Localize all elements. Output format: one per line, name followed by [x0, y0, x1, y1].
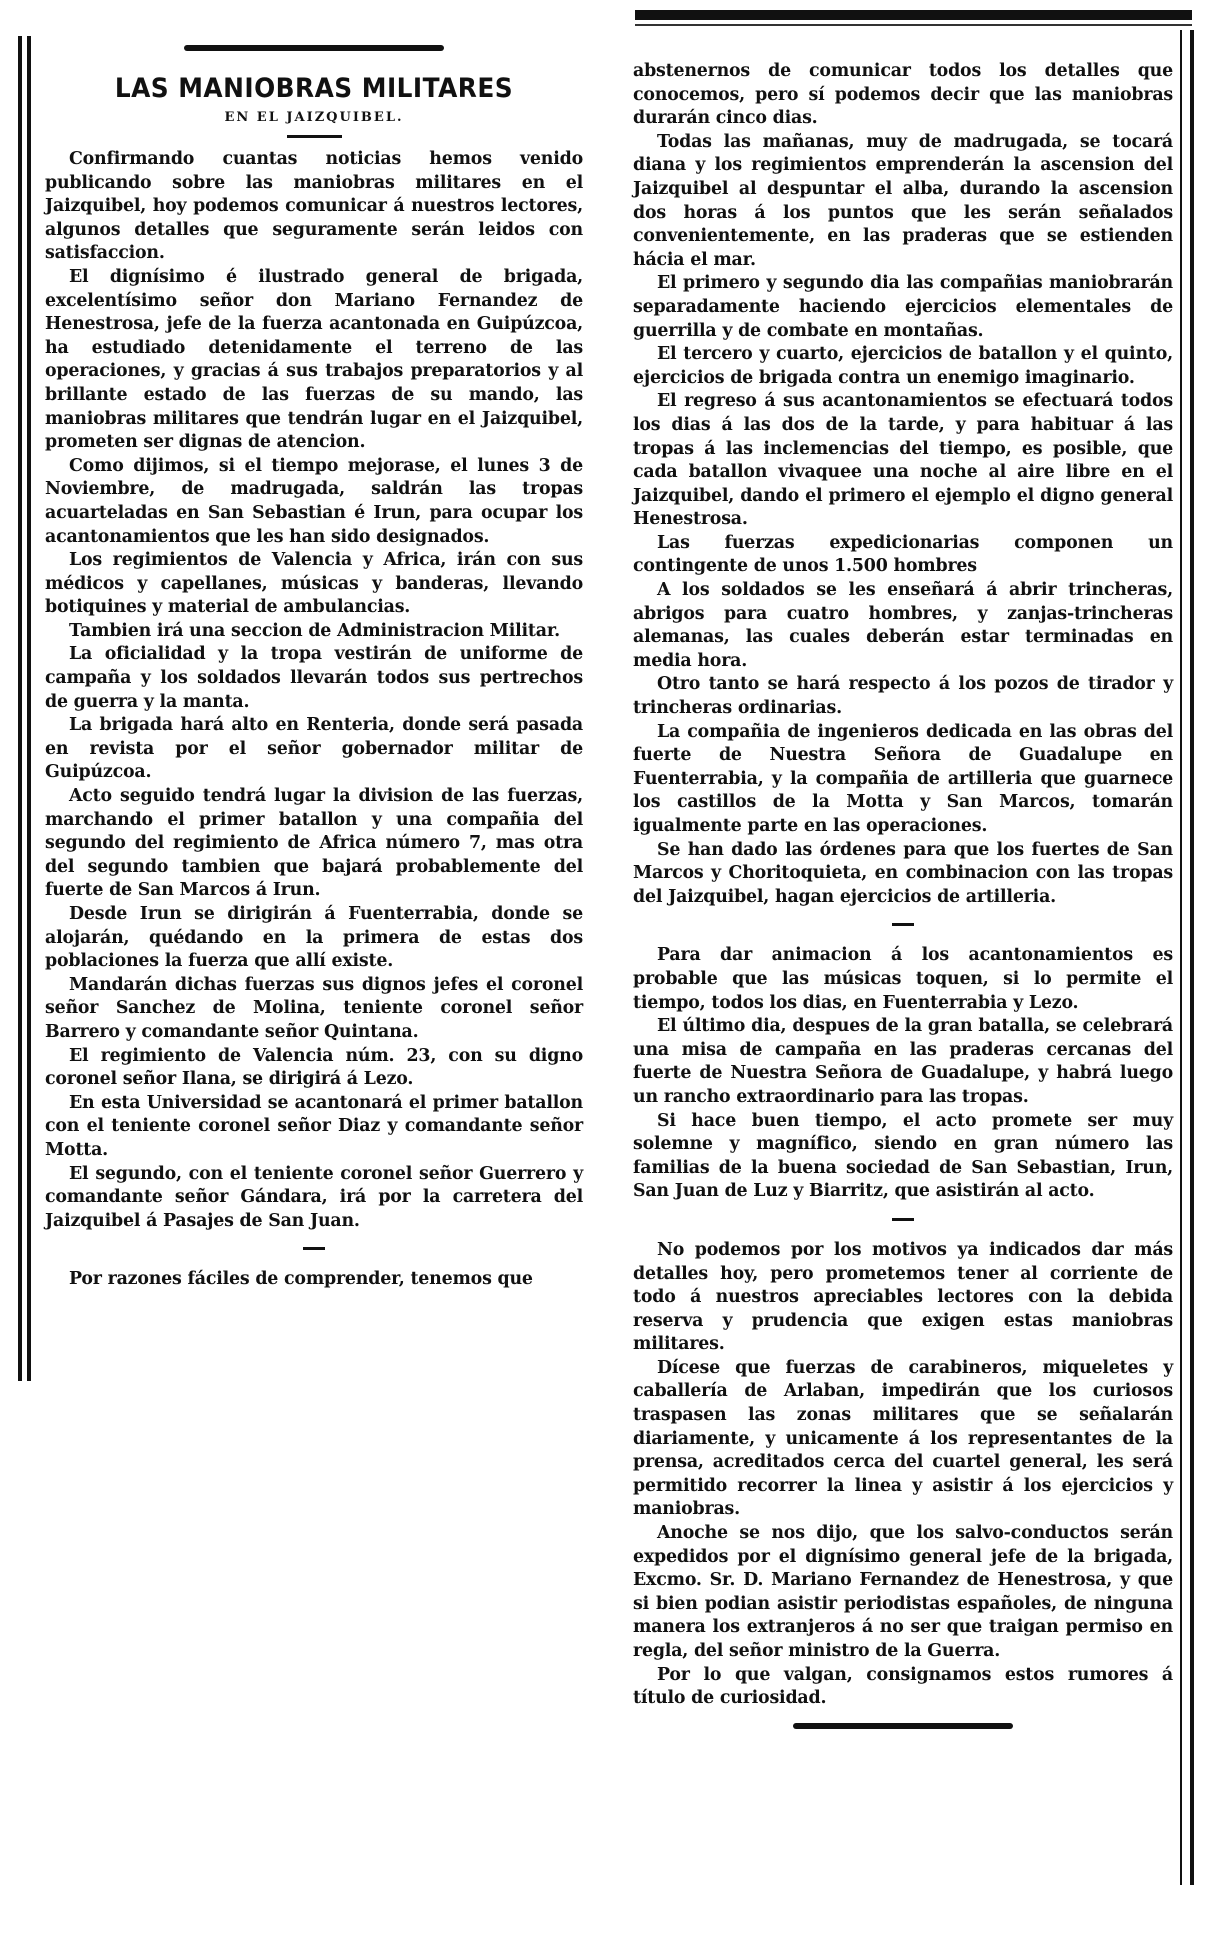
left-column-border-rule	[18, 36, 22, 1381]
paragraph: A los soldados se les enseñará á abrir trincheras, abrigos para cuatro hombres, y zanjas-trincheras alemanas, las cuales deberán estar terminadas en media hora.	[633, 580, 1173, 671]
paragraph: Si hace buen tiempo, el acto promete ser muy solemne y magnífico, siendo en gran número las familias de la buena sociedad de San Sebastian, Irun, San Juan de Luz y Biarritz, que asistirán al acto.	[633, 1110, 1173, 1202]
left-column	[45, 45, 583, 1292]
paragraph: El tercero y cuarto, ejercicios de batallon y el quinto, ejercicios de brigada contra un enemigo imaginario.	[633, 344, 1173, 388]
paragraph: Otro tanto se hará respecto á los pozos de tirador y trincheras ordinarias.	[633, 674, 1173, 719]
paragraph: El regreso á sus acantonamientos se efectuará todos los dias á las dos de la tarde, y para habituar á las tropas á las inclemencias del tiempo, es posible, que cada batallon vivaquee una noche al aire libre en el Jaizquibel, dando el primero el ejemplo el digno general Henestrosa.	[633, 391, 1173, 530]
paragraph: La oficialidad y la tropa vestirán de uniforme de campaña y los soldados llevarán todos sus pertrechos de guerra y la manta.	[45, 644, 583, 712]
article-subheadline: EN EL JAIZQUIBEL.	[224, 110, 404, 125]
paragraph: Todas las mañanas, muy de madrugada, se tocará diana y los regimientos emprenderán la ascension del Jaizquibel al despuntar el alba, durando la ascension dos horas á los puntos que les serán señalados convenientemente, en las praderas que se estienden hácia el mar.	[633, 131, 1173, 270]
paragraph: Se han dado las órdenes para que los fuertes de San Marcos y Choritoquieta, en combinacion con las tropas del Jaizquibel, hagan ejercicios de artilleria.	[633, 839, 1173, 907]
paragraph: El último dia, despues de la gran batalla, se celebrará una misa de campaña en las praderas cercanas del fuerte de Nuestra Señora de Guadalupe, y habrá luego un rancho extraordinario para las tropas.	[633, 1016, 1173, 1107]
ornamental-end-rule	[793, 1723, 1013, 1729]
paragraph: Dícese que fuerzas de carabineros, miqueletes y caballería de Arlaban, impedirán que los curiosos traspasen las zonas militares que se señalarán diariamente, y unicamente á los representantes de la prensa, acreditados cerca del cuartel general, les será permitido recorrer la linea y asistir á los ejercicios y maniobras.	[633, 1357, 1173, 1520]
section-divider	[892, 923, 914, 926]
section-divider	[892, 1218, 914, 1221]
paragraph: El primero y segundo dia las compañias maniobrarán separadamente haciendo ejercicios elementales de guerrilla y de combate en montañas.	[633, 273, 1173, 341]
paragraph: Acto seguido tendrá lugar la division de las fuerzas, marchando el primer batallon y una compañia del segundo del regimiento de Africa número 7, mas otra del segundo tambien que bajará probablemente del fuerte de San Marcos á Irun.	[45, 786, 583, 901]
right-column-border-rule-inner	[1180, 30, 1182, 1885]
paragraph: El segundo, con el teniente coronel señor Guerrero y comandante señor Gándara, irá por la carretera del Jaizquibel á Pasajes de San Juan.	[45, 1163, 583, 1231]
ornamental-rule	[184, 45, 444, 51]
right-column-border-rule	[1190, 30, 1194, 1885]
paragraph: La compañia de ingenieros dedicada en las obras del fuerte de Nuestra Señora de Guadalupe en Fuenterrabia, y la compañia de artilleria que guarnece los castillos de la Motta y San Marcos, tomarán igualmente parte en las operaciones.	[633, 721, 1173, 836]
paragraph: La brigada hará alto en Renteria, donde será pasada en revista por el señor gobernador militar de Guipúzcoa.	[45, 715, 583, 783]
left-column-border-rule-inner	[27, 36, 31, 1381]
article-headline: LAS MANIOBRAS MILITARES	[114, 73, 514, 104]
paragraph: Los regimientos de Valencia y Africa, irán con sus médicos y capellanes, músicas y banderas, llevando botiquines y material de ambulancias.	[45, 550, 583, 618]
section-divider	[303, 1247, 325, 1250]
paragraph-continued: Por razones fáciles de comprender, tenemos que	[69, 1269, 533, 1290]
paragraph: Para dar animacion á los acantonamientos es probable que las músicas toquen, si lo permite el tiempo, todos los dias, en Fuenterrabia y Lezo.	[633, 945, 1173, 1013]
paragraph-continuation: abstenernos de comunicar todos los detalles que conocemos, pero sí podemos decir que las maniobras durarán cinco dias.	[633, 61, 1173, 129]
headline-divider	[287, 135, 342, 138]
paragraph: Tambien irá una seccion de Administracion Militar.	[69, 620, 561, 641]
paragraph: Anoche se nos dijo, que los salvo-conductos serán expedidos por el dignísimo general jefe de la brigada, Excmo. Sr. D. Mariano Fernandez de Henestrosa, y que si bien podian asistir periodistas españoles, de ninguna manera los extranjeros á no ser que traigan permiso en regla, del señor ministro de la Guerra.	[633, 1523, 1173, 1661]
paragraph: Por lo que valgan, consignamos estos rumores á título de curiosidad.	[633, 1664, 1173, 1709]
right-column	[633, 60, 1173, 1729]
paragraph: Como dijimos, si el tiempo mejorase, el lunes 3 de Noviembre, de madrugada, saldrán las tropas acuarteladas en San Sebastian é Irun, para ocupar los acantonamientos que les han sido designados.	[45, 455, 583, 547]
paragraph: El dignísimo é ilustrado general de brigada, excelentísimo señor don Mariano Fernandez de Henestrosa, jefe de la fuerza acantonada en Guipúzcoa, ha estudiado detenidamente el terreno de las operaciones, y gracias á sus trabajos preparatorios y al brillante estado de las fuerzas de su mando, las maniobras militares que tendrán lugar en el Jaizquibel, prometen ser dignas de atencion.	[45, 266, 583, 453]
paragraph: Confirmando cuantas noticias hemos venido publicando sobre las maniobras militares en el Jaizquibel, hoy podemos comunicar á nuestros lectores, algunos detalles que seguramente serán leidos con satisfaccion.	[45, 149, 583, 264]
paragraph: Mandarán dichas fuerzas sus dignos jefes el coronel señor Sanchez de Molina, teniente coronel señor Barrero y comandante señor Quintana.	[45, 974, 583, 1042]
paragraph: Desde Irun se dirigirán á Fuenterrabia, donde se alojarán, quédando en la primera de estas dos poblaciones la fuerza que allí existe.	[45, 904, 583, 972]
paragraph: Las fuerzas expedicionarias componen un contingente de unos 1.500 hombres	[633, 532, 1173, 577]
paragraph: En esta Universidad se acantonará el primer batallon con el teniente coronel señor Diaz y comandante señor Motta.	[45, 1092, 583, 1160]
paragraph: No podemos por los motivos ya indicados dar más detalles hoy, pero prometemos tener al corriente de todo á nuestros apreciables lectores con la debida reserva y prudencia que exigen estas maniobras militares.	[633, 1239, 1173, 1355]
top-heavy-rule	[635, 10, 1192, 20]
top-thin-rule	[635, 24, 1192, 26]
paragraph: El regimiento de Valencia núm. 23, con su digno coronel señor Ilana, se dirigirá á Lezo.	[45, 1045, 583, 1090]
